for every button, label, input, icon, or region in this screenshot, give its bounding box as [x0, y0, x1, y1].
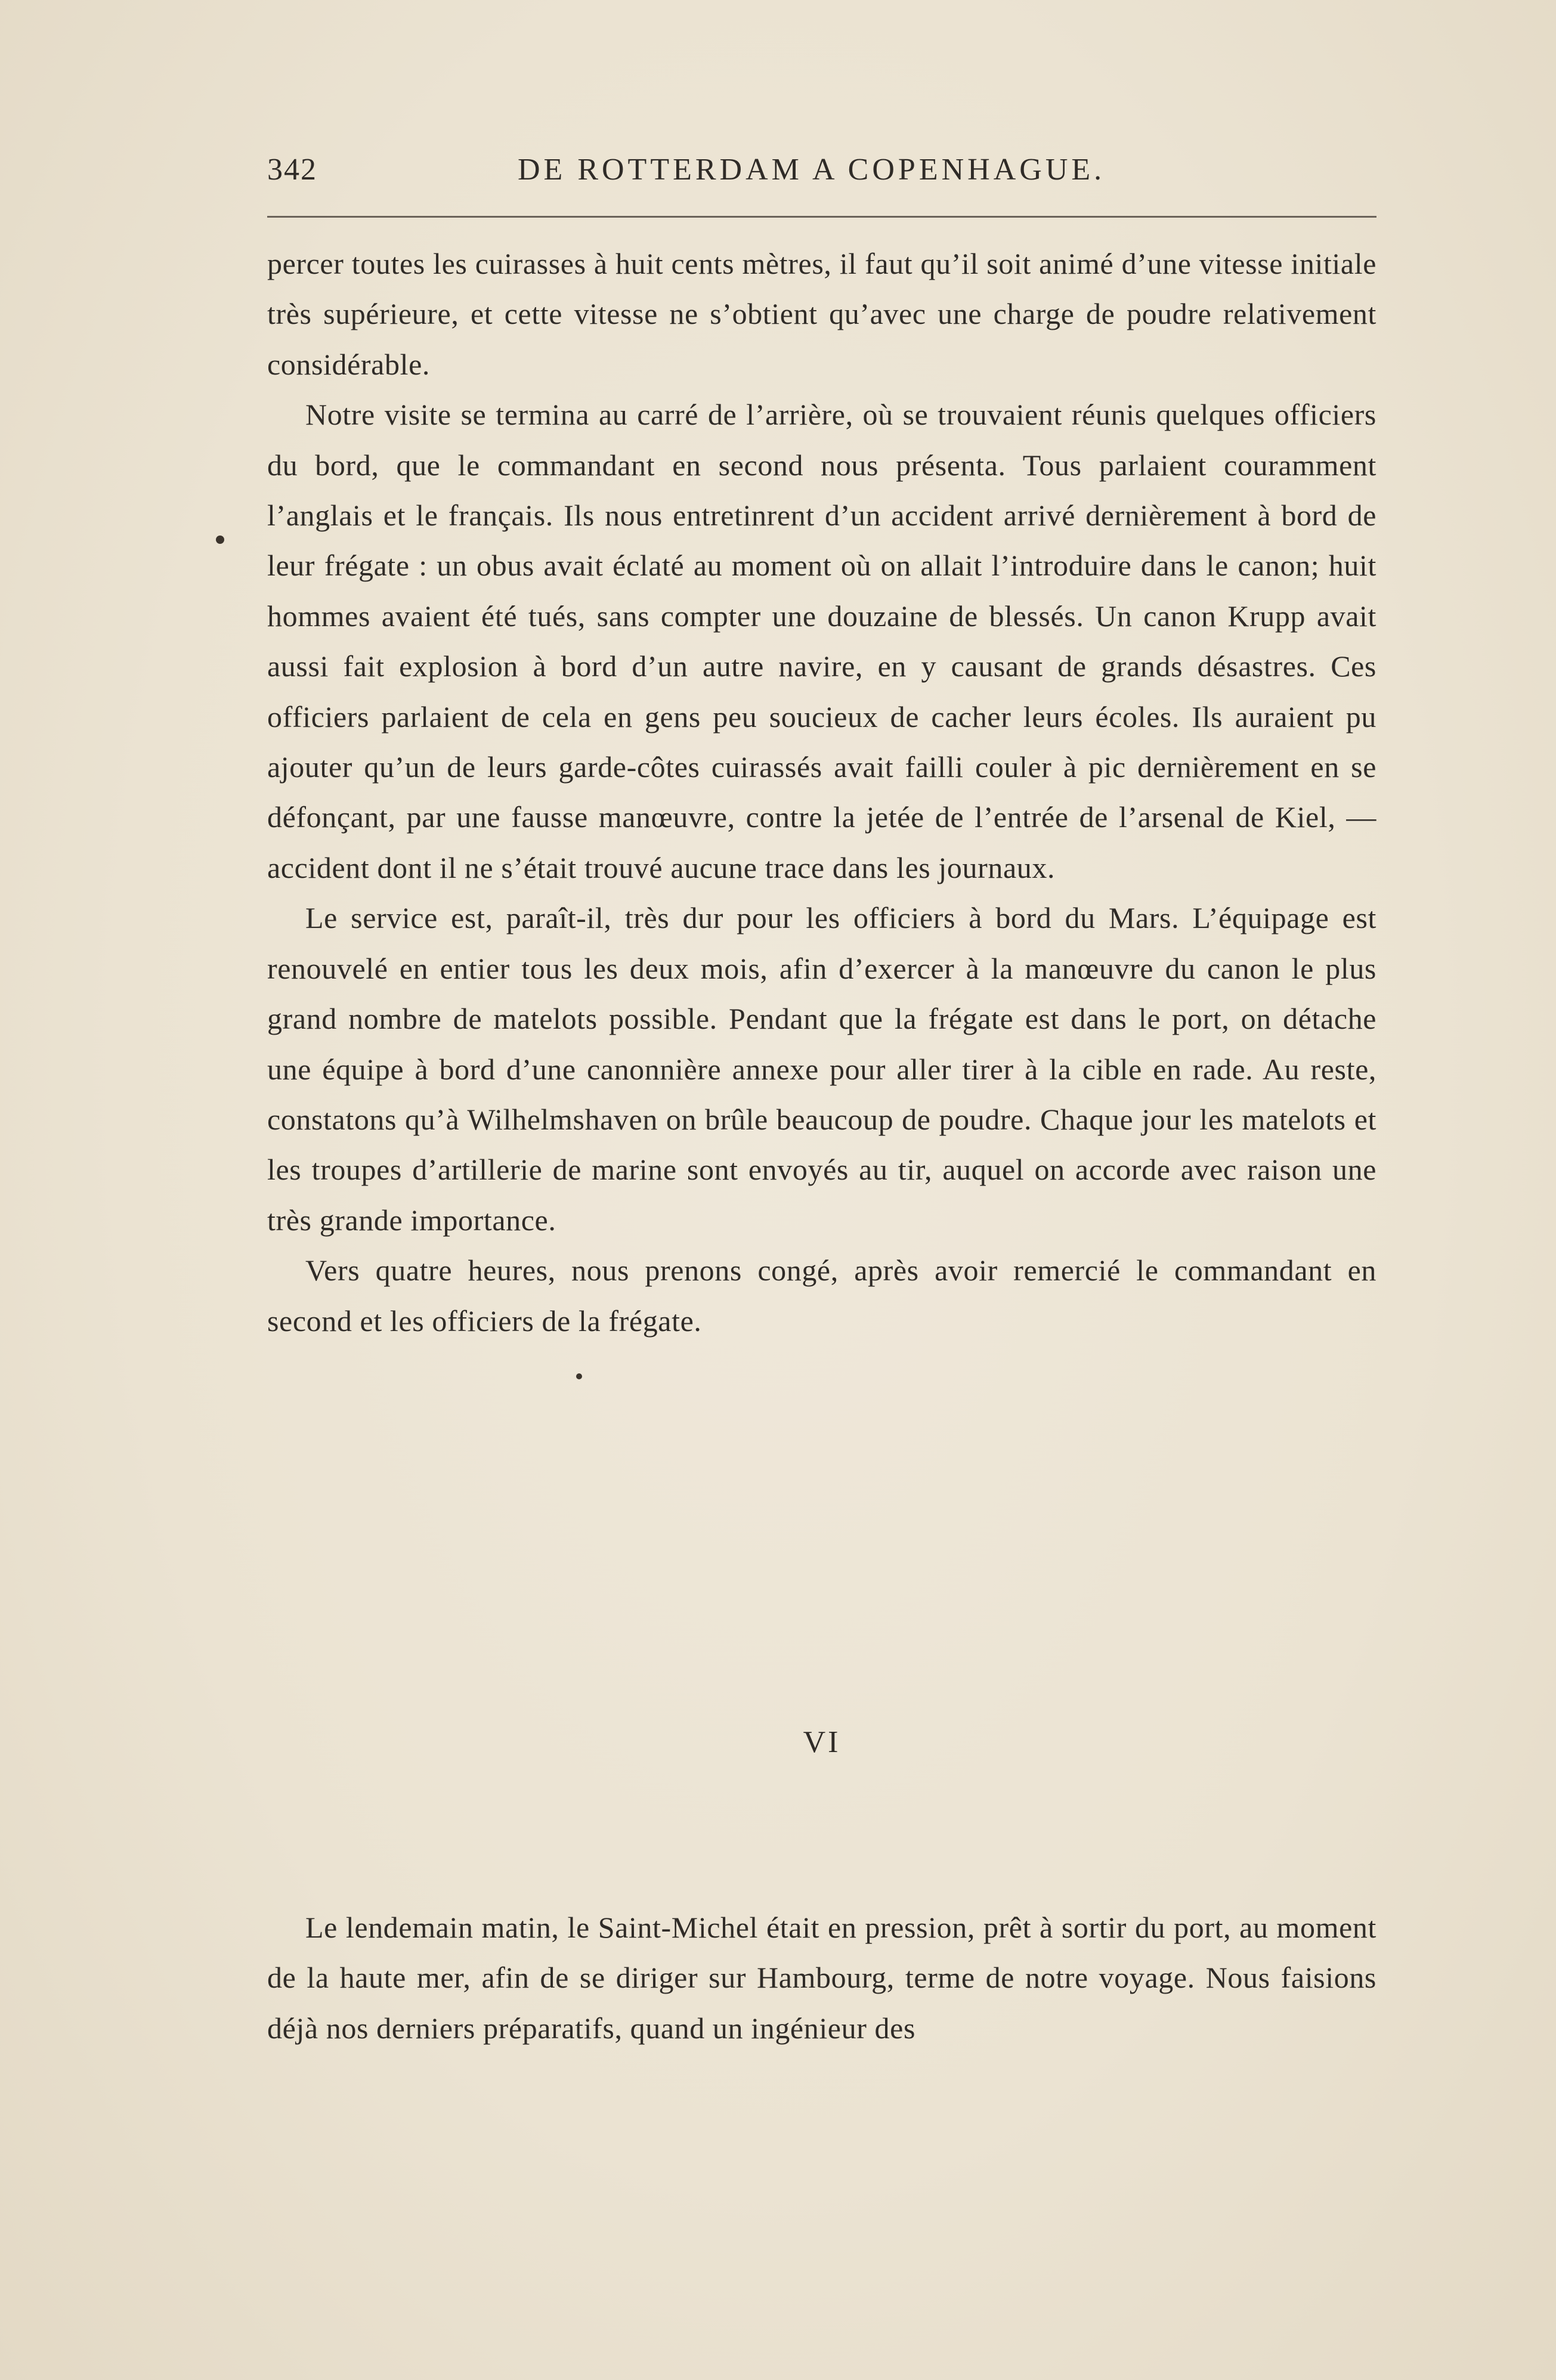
- paragraph-2: Notre visite se termina au carré de l’arrière, où se trouvaient réunis quelques officiers du bord, que le commandant en second nous présenta. Tous parlaient couramment l’anglais et le français. Ils nous entretinrent d’un accident arrivé dernièrement à bord de leur frégate : un obus avait éclaté au moment où on allait l’introduire dans le canon; huit hommes avaient été tués, sans compter une douzaine de blessés. Un canon Krupp avait aussi fait explosion à bord d’un autre navire, en y causant de grands désastres. Ces officiers parlaient de cela en gens peu soucieux de cacher leurs écoles. Ils auraient pu ajouter qu’un de leurs garde-côtes cuirassés avait failli couler à pic dernièrement en se défonçant, par une fausse manœuvre, contre la jetée de l’entrée de l’arsenal de Kiel, — accident dont il ne s’était trouvé aucune trace dans les journaux.: [267, 398, 1376, 884]
- ink-spot: [216, 536, 224, 544]
- section-body-text: [267, 1902, 1376, 2053]
- ink-spot: [576, 1373, 582, 1379]
- section-heading: VI: [803, 1725, 841, 1759]
- section-paragraph-1: Le lendemain matin, le Saint-Michel était en pression, prêt à sortir du port, au moment de la haute mer, afin de se diriger sur Hambourg, terme de notre voyage. Nous faisions déjà nos derniers préparatifs, quand un ingénieur des: [267, 1911, 1376, 2045]
- paragraph-4: Vers quatre heures, nous prenons congé, après avoir remercié le commandant en second et les officiers de la frégate.: [267, 1254, 1376, 1338]
- page-number: 342: [267, 153, 317, 187]
- running-title: DE ROTTERDAM A COPENHAGUE.: [518, 153, 1106, 187]
- body-text: [267, 239, 1376, 1346]
- paragraph-1: percer toutes les cuirasses à huit cents mètres, il faut qu’il soit animé d’une vitesse initiale très supérieure, et cette vitesse ne s’obtient qu’avec une charge de poudre relativement considérable.: [267, 247, 1376, 381]
- paragraph-3: Le service est, paraît-il, très dur pour les officiers à bord du Mars. L’équipage est renouvelé en entier tous les deux mois, afin d’exercer à la manœuvre du canon le plus grand nombre de matelots possible. Pendant que la frégate est dans le port, on détache une équipe à bord d’une canonnière annexe pour aller tirer à la cible en rade. Au reste, constatons qu’à Wilhelmshaven on brûle beaucoup de poudre. Chaque jour les matelots et les troupes d’artillerie de marine sont envoyés au tir, auquel on accorde avec raison une très grande importance.: [267, 901, 1376, 1237]
- header-rule: [267, 216, 1376, 218]
- page-header: [267, 152, 1376, 200]
